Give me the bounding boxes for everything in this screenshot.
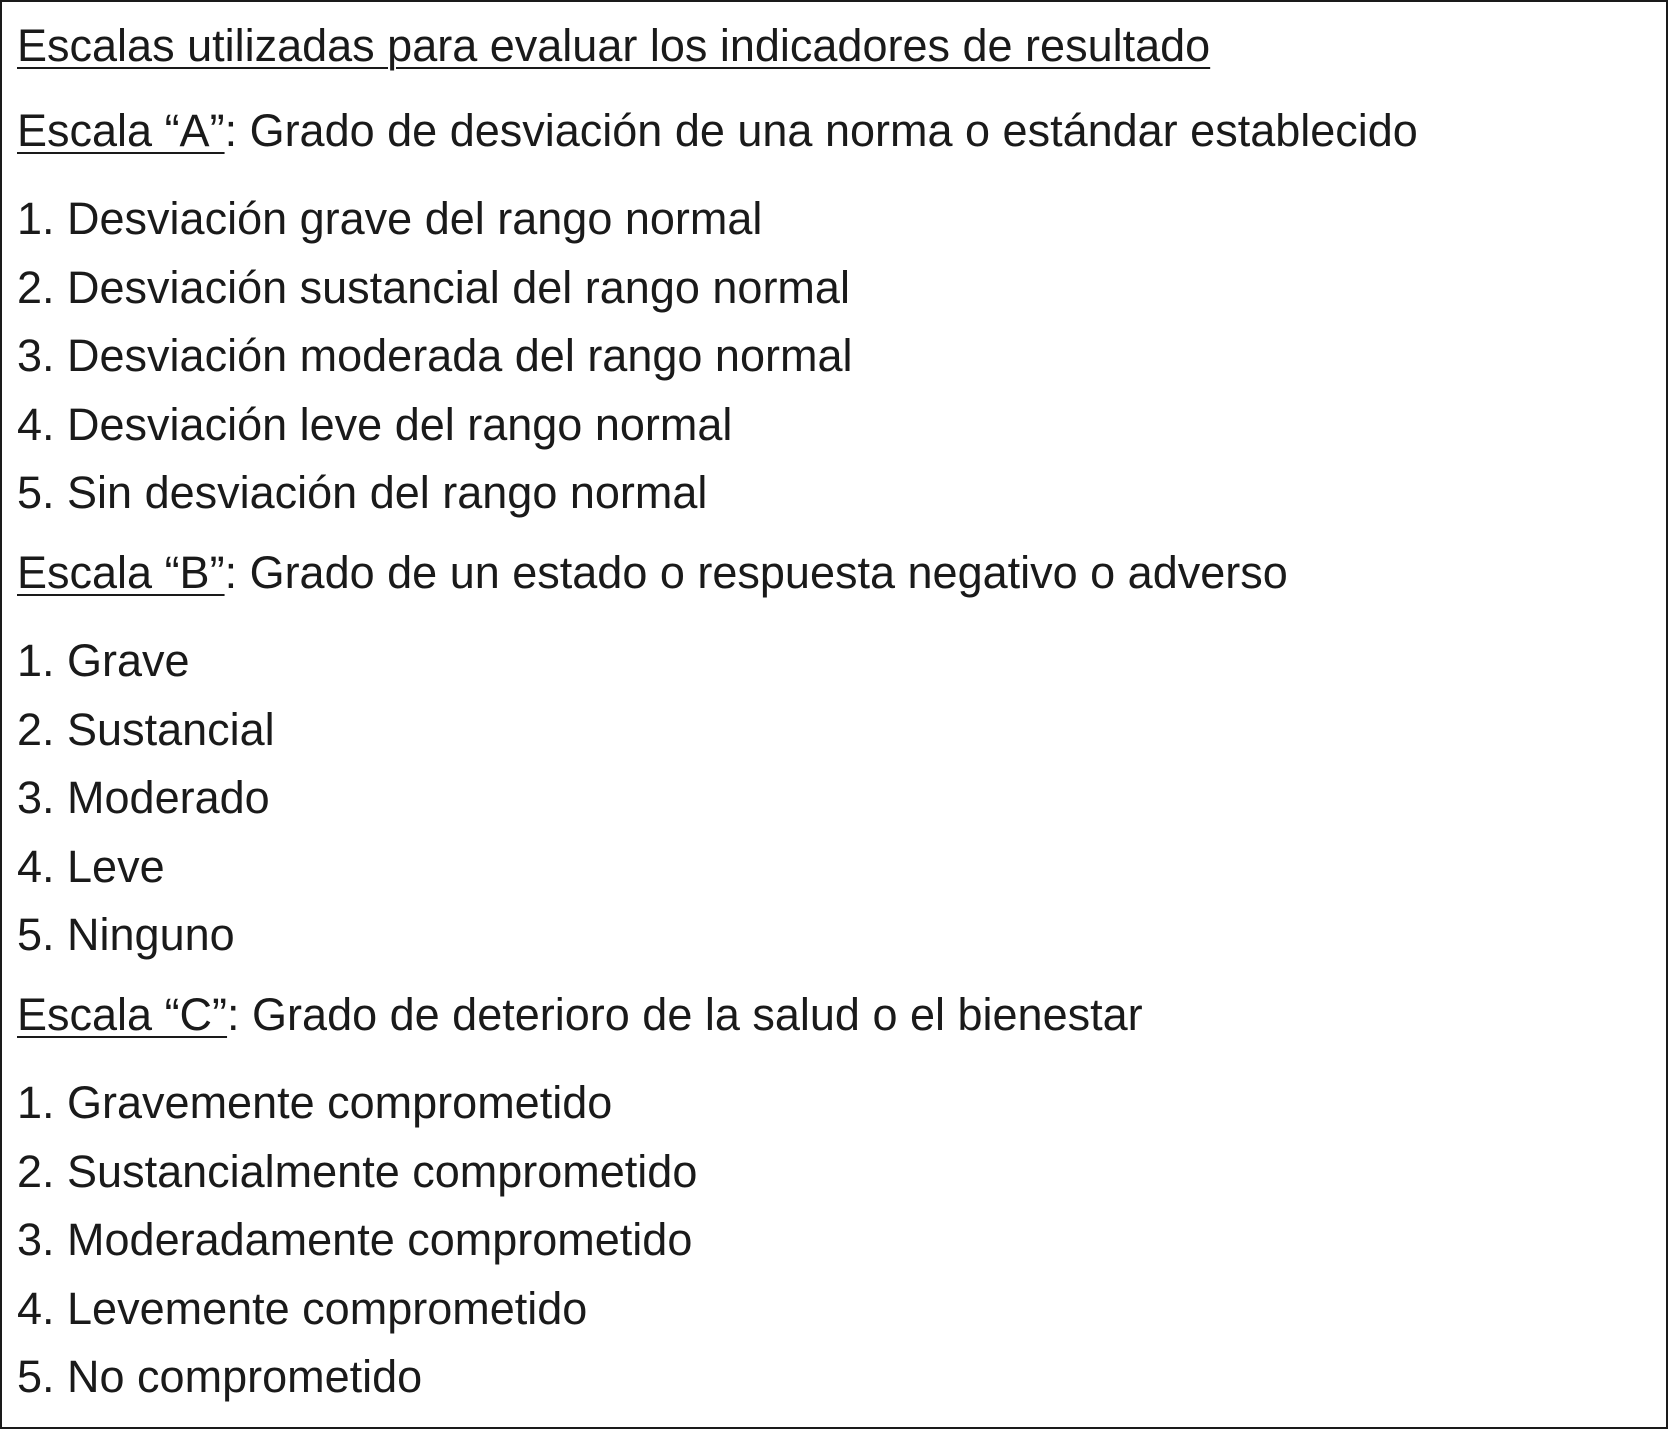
scale-b-item-3: 3. Moderado (17, 772, 270, 823)
scale-a-item-1: 1. Desviación grave del rango normal (17, 193, 763, 244)
scale-a-item-4: 4. Desviación leve del rango normal (17, 398, 733, 450)
scale-a-item-5: 5. Sin desviación del rango normal (17, 467, 708, 518)
scale-c-heading (17, 989, 1143, 1049)
scale-b-description: : Grado de un estado o respuesta negativo o adverso (224, 547, 1288, 598)
scale-c-list (17, 1069, 1143, 1412)
scale-b-item-5: 5. Ninguno (17, 909, 235, 960)
scale-c-item-2: 2. Sustancialmente comprometido (17, 1145, 698, 1197)
scale-c-item-3: 3. Moderadamente comprometido (17, 1214, 693, 1265)
scale-b-heading (17, 547, 1288, 607)
document-title: Escalas utilizadas para evaluar los indicadores de resultado (17, 20, 1211, 71)
scale-b-name: Escala “B” (17, 547, 225, 598)
scale-a-description: : Grado de desviación de una norma o estándar establecido (224, 105, 1418, 156)
scale-c-description: : Grado de deterioro de la salud o el bienestar (227, 989, 1143, 1040)
scale-b-section (17, 547, 1288, 970)
scale-a-heading (17, 105, 1418, 165)
scale-c-name: Escala “C” (17, 989, 228, 1040)
scale-c-section (17, 989, 1143, 1412)
scale-c-item-4: 4. Levemente comprometido (17, 1282, 588, 1334)
scale-b-item-1: 1. Grave (17, 635, 190, 686)
scale-c-item-5: 5. No comprometido (17, 1351, 423, 1402)
scale-a-item-3: 3. Desviación moderada del rango normal (17, 330, 853, 381)
scale-c-item-1: 1. Gravemente comprometido (17, 1077, 613, 1128)
scale-a-section (17, 105, 1418, 528)
scale-a-name: Escala “A” (17, 105, 225, 156)
scale-b-item-2: 2. Sustancial (17, 703, 275, 755)
scale-a-list (17, 185, 1418, 528)
scale-b-item-4: 4. Leve (17, 840, 165, 892)
scale-b-list (17, 627, 1288, 970)
scale-a-item-2: 2. Desviación sustancial del rango normal (17, 261, 850, 313)
